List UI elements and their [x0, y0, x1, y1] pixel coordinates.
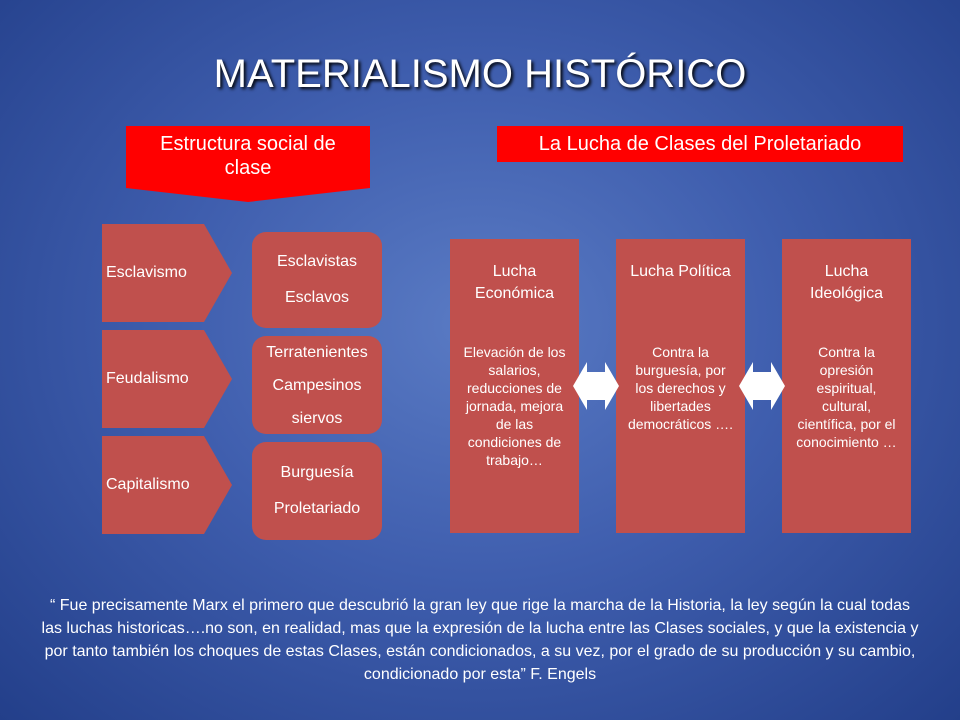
double-arrow-icon [573, 362, 619, 410]
classes-esclavismo [252, 232, 382, 328]
struggle-description: Contra la opresión espiritual, cultural, científica, por el conocimiento … [796, 344, 897, 450]
class-label: Esclavos [284, 289, 350, 306]
class-struggle-callout [497, 126, 903, 162]
struggle-title: Lucha Ideológica [810, 263, 883, 302]
class-label: Burguesía [280, 464, 354, 481]
page-title: MATERIALISMO HISTÓRICO [213, 52, 747, 96]
struggle-title: Lucha Política [630, 263, 731, 280]
struggle-title: Lucha Económica [474, 263, 555, 302]
engels-quote: “ Fue precisamente Marx el primero que descubrió la gran ley que rige la marcha de la Historia, la ley según la cual todas las luchas historicas….no son, en realidad, mas que la expresión de la lucha entre las Clases sociales, y que la existencia y por tanto también los choques de estas Clases, están condicionados, a su vez, por el grado de su producción y su cambio, condicionado por esta” F. Engels [41, 597, 919, 683]
struggle-description: Contra la burguesía, por los derechos y libertades democráticos …. [627, 344, 734, 432]
era-capitalismo [102, 436, 232, 534]
era-label: Capitalismo [106, 476, 190, 493]
callout-text: La Lucha de Clases del Proletariado [538, 133, 862, 155]
double-arrow-icon [739, 362, 785, 410]
era-feudalismo [102, 330, 232, 428]
class-label: Proletariado [273, 500, 361, 517]
struggle-ideologica [782, 239, 911, 533]
classes-feudalismo [252, 336, 382, 434]
class-label: Terratenientes [266, 343, 368, 361]
struggle-economica [450, 239, 579, 533]
classes-capitalismo [252, 442, 382, 540]
callout-text: Estructura social de clase [160, 133, 336, 179]
struggle-description: Elevación de los salarios, reducciones de jornada, mejora de las condiciones de trabajo… [463, 344, 566, 468]
era-label: Esclavismo [106, 264, 187, 281]
class-label: Campesinos [272, 376, 362, 394]
class-label: siervos [291, 409, 343, 427]
social-structure-callout [126, 126, 370, 202]
class-label: Esclavistas [276, 253, 358, 270]
struggle-politica [616, 239, 745, 533]
era-esclavismo [102, 224, 232, 322]
era-label: Feudalismo [106, 370, 189, 387]
